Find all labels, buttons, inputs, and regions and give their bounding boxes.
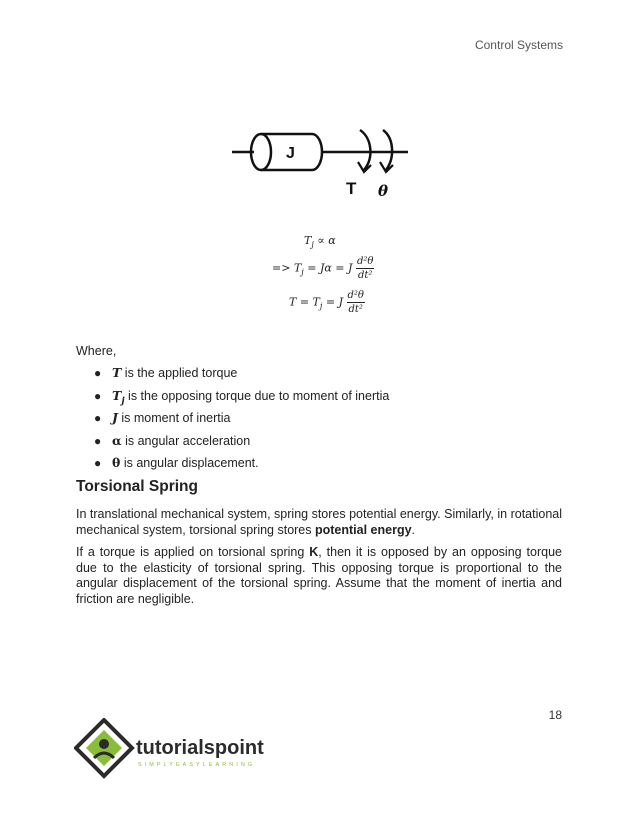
symbol-list — [76, 364, 556, 477]
tutorialspoint-logo — [74, 718, 274, 782]
list-item: ● T is the applied torque — [94, 365, 238, 380]
running-header: Control Systems — [474, 38, 563, 52]
equation-2: => $T_j = J\alpha = J$ $\frac{\text{d²θ}}{\text{dt²}}$ — [272, 256, 374, 281]
logo-wordmark: tutorialspoint — [136, 737, 264, 759]
bullet-icon: ● — [94, 366, 102, 380]
paragraph-1: In translational mechanical system, spring stores potential energy. Similarly, in rotational mechanical system, torsional spring stores potential energy. — [76, 507, 562, 537]
equation-1: $T_j \propto \alpha$ — [304, 234, 336, 250]
fraction: $\frac{\text{d²θ}}{\text{dt²}}$ — [356, 256, 374, 281]
torque-label: T — [346, 179, 357, 198]
bullet-icon: ● — [94, 411, 102, 425]
page-number: 18 — [548, 708, 562, 722]
list-item: ● $T_j$ is the opposing torque due to moment of inertia — [94, 387, 390, 406]
list-item: ● α is angular acceleration — [94, 432, 251, 448]
where-label: Where, — [76, 344, 117, 358]
bullet-icon: ● — [94, 456, 102, 470]
bullet-icon: ● — [94, 388, 102, 403]
inertia-label: J — [286, 145, 295, 162]
logo-emblem-icon — [76, 720, 132, 776]
list-item: ● J is moment of inertia — [94, 410, 231, 425]
logo-tagline: SIMPLYEASYLEARNING — [138, 762, 256, 768]
list-item: ● θ is angular displacement. — [94, 455, 259, 470]
rotational-inertia-diagram — [232, 118, 412, 202]
bullet-icon: ● — [94, 433, 102, 448]
equation-3: $T = T_j = J$ $\frac{\text{d²θ}}{\text{dt²}}$ — [289, 290, 364, 315]
paragraph-2: If a torque is applied on torsional spring K, then it is opposed by an opposing torque due to the elasticity of torsional spring. This opposing torque is proportional to the angular displacement of the torsional spring. Assume that the moment of inertia and friction are negligible. — [76, 545, 562, 606]
angle-label: θ — [378, 182, 389, 200]
fraction: $\frac{\text{d²θ}}{\text{dt²}}$ — [347, 290, 364, 315]
section-heading: Torsional Spring — [76, 478, 198, 495]
